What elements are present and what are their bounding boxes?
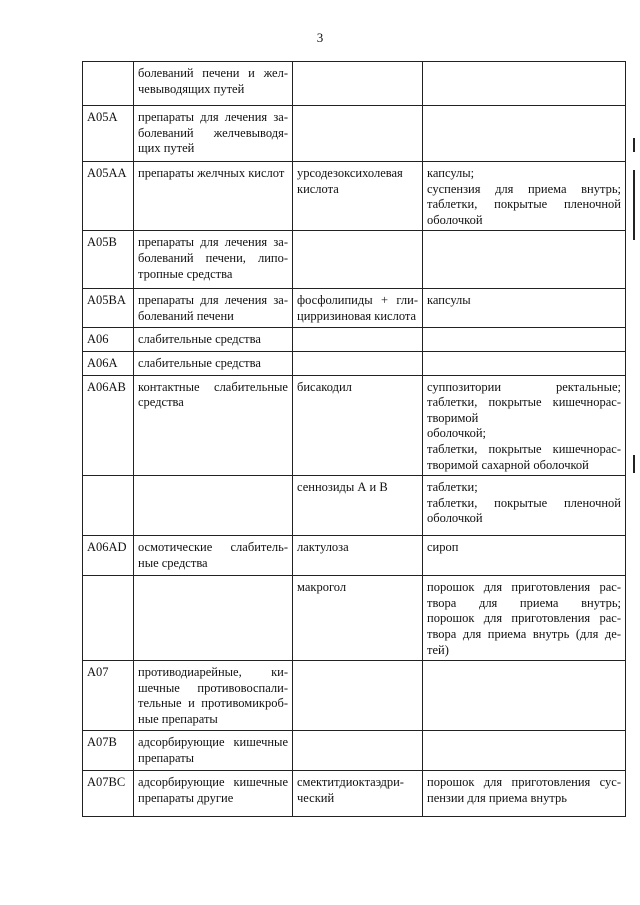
cell-line: тропные средства: [138, 266, 233, 281]
cell-code: [83, 476, 134, 536]
cell-code: A06AB: [83, 375, 134, 476]
cell-line: творимой сахарной оболочкой: [427, 457, 589, 472]
cell-line: препараты для лечения за-: [138, 110, 288, 124]
table-row: [83, 289, 626, 327]
cell-desc: [134, 536, 293, 576]
cell-line: препараты другие: [138, 790, 234, 805]
cell-form: [423, 771, 626, 817]
cell-form: [423, 106, 626, 162]
table-row: [83, 231, 626, 289]
cell-code: [83, 62, 134, 106]
cell-line: средства: [138, 395, 184, 410]
cell-form: [423, 661, 626, 731]
table-body: [83, 62, 626, 817]
table-row: [83, 62, 626, 106]
cell-form: [423, 327, 626, 351]
cell-substance: лактулоза: [293, 536, 423, 576]
cell-line: ные препараты: [138, 711, 218, 726]
cell-form: [423, 351, 626, 375]
cell-form: [423, 731, 626, 771]
cell-code: A06A: [83, 351, 134, 375]
cell-line: тельные и противомикроб-: [138, 696, 288, 711]
cell-line: порошок для приготовления рас-: [427, 611, 621, 626]
cell-line: чевыводящих путей: [138, 81, 245, 96]
cell-line: фосфолипиды + гли-: [297, 293, 418, 308]
cell-desc: препараты желчных кислот: [134, 162, 293, 231]
cell-code: [83, 576, 134, 661]
cell-substance: бисакодил: [293, 375, 423, 476]
cell-line: оболочкой;: [427, 426, 486, 441]
cell-line: капсулы;: [427, 166, 475, 180]
cell-code: A05A: [83, 106, 134, 162]
cell-line: ные средства: [138, 555, 208, 570]
cell-desc: [134, 375, 293, 476]
cell-line: таблетки, покрытые пленочной: [427, 197, 621, 212]
cell-line: порошок для приготовления сус-: [427, 775, 621, 790]
cell-code: A07B: [83, 731, 134, 771]
cell-line: смектитдиоктаэдри-: [297, 775, 404, 790]
cell-line: цирризиновая кислота: [297, 308, 417, 323]
table-row: [83, 162, 626, 231]
cell-desc: слабительные средства: [134, 327, 293, 351]
cell-line: порошок для приготовления рас-: [427, 580, 621, 595]
cell-desc: слабительные средства: [134, 351, 293, 375]
table-row: [83, 536, 626, 576]
cell-line: осмотические слабитель-: [138, 540, 288, 555]
drug-classification-table: [82, 61, 626, 817]
scan-mark: [633, 455, 635, 473]
cell-line: твора для приема внутрь;: [427, 595, 621, 610]
cell-form: [423, 576, 626, 661]
scan-mark: [633, 170, 635, 240]
scan-mark: [633, 138, 635, 152]
cell-line: таблетки, покрытые кишечнорас-: [427, 441, 621, 456]
cell-desc: [134, 771, 293, 817]
table-row: [83, 576, 626, 661]
cell-desc: [134, 289, 293, 327]
cell-line: суппозитории ректальные;: [427, 379, 621, 394]
cell-line: болеваний печени: [138, 308, 234, 323]
cell-line: суспензия для приема внутрь;: [427, 181, 621, 196]
cell-code: A07: [83, 661, 134, 731]
cell-line: таблетки;: [427, 480, 478, 495]
cell-line: препараты для лечения за-: [138, 293, 288, 308]
cell-substance: [293, 661, 423, 731]
cell-line: оболочкой: [427, 212, 483, 227]
cell-form: капсулы: [423, 289, 626, 327]
cell-line: препараты для лечения за-: [138, 235, 288, 250]
table-row: [83, 731, 626, 771]
table-row: [83, 661, 626, 731]
cell-substance: [293, 351, 423, 375]
cell-substance: [293, 771, 423, 817]
cell-code: A07BC: [83, 771, 134, 817]
cell-line: болеваний желчевыводя-: [138, 125, 288, 140]
cell-line: болеваний печени и жел-: [138, 66, 288, 80]
cell-desc: [134, 731, 293, 771]
cell-desc: [134, 231, 293, 289]
table-row: [83, 351, 626, 375]
cell-form: сироп: [423, 536, 626, 576]
table-row: [83, 106, 626, 162]
table-row: [83, 476, 626, 536]
cell-form: [423, 162, 626, 231]
cell-code: A06AD: [83, 536, 134, 576]
cell-line: творимой: [427, 410, 479, 425]
cell-line: твора для приема внутрь (для де-: [427, 626, 621, 641]
cell-line: шечные противовоспали-: [138, 680, 288, 695]
cell-form: [423, 231, 626, 289]
cell-line: таблетки, покрытые пленочной: [427, 495, 621, 510]
cell-line: урсодезоксихолевая: [297, 166, 403, 180]
cell-substance: сеннозиды А и В: [293, 476, 423, 536]
cell-desc: [134, 62, 293, 106]
cell-line: ческий: [297, 790, 335, 805]
cell-substance: [293, 231, 423, 289]
cell-desc: [134, 476, 293, 536]
cell-desc: [134, 106, 293, 162]
cell-code: A05AA: [83, 162, 134, 231]
cell-line: таблетки, покрытые кишечнорас-: [427, 395, 621, 410]
table-row: [83, 327, 626, 351]
cell-line: болеваний печени, липо-: [138, 250, 288, 265]
cell-line: щих путей: [138, 141, 195, 156]
cell-form: [423, 375, 626, 476]
cell-form: [423, 476, 626, 536]
cell-substance: макрогол: [293, 576, 423, 661]
cell-line: противодиарейные, ки-: [138, 665, 288, 680]
table-row: [83, 375, 626, 476]
cell-substance: [293, 162, 423, 231]
cell-line: контактные слабительные: [138, 379, 288, 394]
cell-code: A05BA: [83, 289, 134, 327]
cell-form: [423, 62, 626, 106]
page-number: 3: [316, 30, 324, 45]
cell-substance: [293, 327, 423, 351]
cell-line: пензии для приема внутрь: [427, 790, 567, 805]
cell-substance: [293, 289, 423, 327]
cell-desc: [134, 576, 293, 661]
cell-substance: [293, 106, 423, 162]
cell-line: кислота: [297, 181, 339, 196]
cell-line: адсорбирующие кишечные: [138, 775, 288, 790]
cell-line: адсорбирующие кишечные: [138, 735, 288, 750]
cell-substance: [293, 731, 423, 771]
cell-code: A05B: [83, 231, 134, 289]
cell-code: A06: [83, 327, 134, 351]
cell-line: оболочкой: [427, 511, 483, 526]
cell-line: тей): [427, 642, 449, 657]
cell-substance: [293, 62, 423, 106]
cell-line: препараты: [138, 750, 195, 765]
cell-desc: [134, 661, 293, 731]
table-row: [83, 771, 626, 817]
